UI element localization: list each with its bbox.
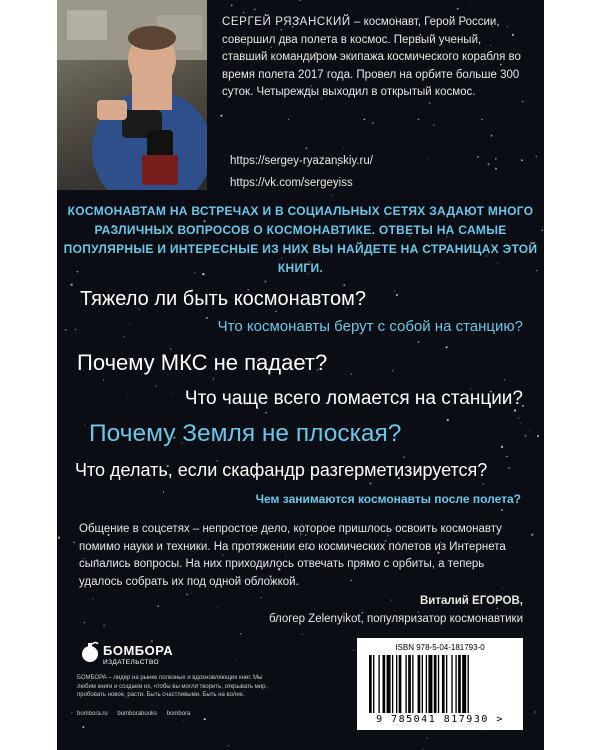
star (288, 119, 290, 121)
star (302, 634, 303, 635)
star (508, 467, 510, 469)
star (71, 712, 72, 713)
barcode-bar (422, 655, 423, 713)
barcode-bar (373, 655, 374, 713)
star (471, 2, 472, 3)
star (204, 718, 206, 720)
barcode-bar (369, 655, 372, 713)
review-author-role: блогер Zelenyikot, популяризатор космонавтики (268, 613, 523, 625)
barcode-bar (408, 655, 411, 713)
review-author-name: Виталий ЕГОРОВ, (420, 595, 523, 607)
website-link[interactable]: https://sergey-ryazanskiy.ru/ (230, 155, 373, 167)
star (82, 726, 84, 728)
author-bio (222, 14, 527, 102)
star (261, 597, 262, 598)
barcode-bar (405, 655, 406, 713)
barcode (367, 655, 513, 713)
barcode-bar (412, 655, 413, 713)
star (520, 423, 521, 424)
review-quote: Общение в соцсетях – непростое дело, которое пришлось освоить космонавту помимо науки и техники. На протяжении его космических полетов из Интернета сыпались вопросы. На них приходилось отвечать прямо с орбиты, а теперь удалось собрать их под одной обложкой. (79, 523, 506, 588)
star (531, 534, 533, 536)
barcode-bar (458, 655, 461, 713)
barcode-bar (418, 655, 421, 713)
star (254, 9, 256, 11)
star (537, 435, 539, 437)
star (136, 386, 137, 387)
question-6: Что делать, если скафандр разгерметизируется? (75, 460, 488, 480)
star (459, 309, 460, 310)
isbn: ISBN 978-5-04-181793-0 (395, 643, 485, 652)
star (343, 284, 345, 286)
social-instagram[interactable]: bombora (166, 711, 191, 717)
barcode-bar (399, 655, 402, 713)
barcode-panel (357, 638, 523, 730)
question-4: Что чаще всего ломается на станции? (184, 388, 523, 409)
star (372, 122, 373, 123)
star (129, 324, 130, 325)
star (84, 622, 85, 623)
star (240, 633, 241, 634)
star (214, 452, 215, 453)
star (275, 311, 276, 312)
star (186, 593, 188, 595)
barcode-bar (378, 655, 379, 713)
barcode-bar (455, 655, 456, 713)
star (495, 158, 496, 159)
star (447, 419, 449, 421)
star (236, 660, 237, 661)
star (457, 8, 459, 10)
star (103, 380, 104, 381)
publisher-name: БОМБОРА (103, 643, 174, 658)
star (264, 280, 266, 282)
book-back-cover (57, 0, 544, 750)
star (231, 4, 233, 6)
star (369, 482, 371, 484)
star (501, 509, 503, 511)
star (433, 124, 435, 126)
question-1: Тяжело ли быть космонавтом? (80, 288, 366, 310)
star (483, 151, 484, 152)
star (534, 711, 536, 713)
star (156, 385, 157, 386)
star (344, 488, 345, 489)
star (157, 605, 159, 607)
star (228, 745, 230, 747)
star (518, 418, 519, 419)
barcode-bar (434, 655, 437, 713)
star (352, 413, 353, 414)
star (84, 425, 85, 426)
author-photo (57, 0, 207, 190)
star (488, 163, 490, 165)
question-7: Чем занимаются космонавты после полета? (255, 492, 521, 506)
star (70, 284, 72, 286)
star (75, 329, 76, 330)
star (353, 650, 354, 651)
star (191, 593, 192, 594)
star (92, 598, 93, 599)
star (481, 119, 482, 120)
star (429, 102, 431, 104)
star (343, 147, 344, 148)
barcode-bar (428, 655, 432, 713)
star (364, 119, 366, 121)
star (418, 118, 420, 120)
star (58, 537, 60, 539)
star (477, 156, 479, 158)
star (396, 294, 398, 296)
barcode-bar (396, 655, 397, 713)
social-vk[interactable]: bomborabooks (117, 711, 158, 717)
vk-link[interactable]: https://vk.com/sergeyiss (230, 177, 353, 189)
publisher-blurb: БОМБОРА – лидер на рынке полезных и вдохновляющих книг. Мы любим книги и создаем их, чтобы вы могли творить, открывать мир, пробовать новое, расти. Быть счастливыми. Быть на волне. (77, 675, 268, 698)
barcode-bar (383, 655, 386, 713)
star (217, 607, 218, 608)
star (255, 611, 256, 612)
author-links (230, 150, 373, 194)
star (427, 158, 428, 159)
author-name: СЕРГЕЙ РЯЗАНСКИЙ (222, 16, 351, 28)
star (73, 541, 75, 543)
star (172, 393, 173, 394)
barcode-bar (387, 655, 391, 713)
star (495, 168, 497, 170)
question-3: Почему МКС не падает? (77, 350, 328, 375)
star (504, 379, 506, 381)
barcode-bar (451, 655, 452, 713)
barcode-bar (468, 655, 469, 713)
star (426, 738, 427, 739)
star (206, 317, 208, 319)
intro-text: КОСМОНАВТАМ НА ВСТРЕЧАХ И В СОЦИАЛЬНЫХ СЕТЯХ ЗАДАЮТ МНОГО РАЗЛИЧНЫХ ВОПРОСОВ О КОСМОНАВТИКЕ. ОТВЕТЫ НА САМЫЕ ПОПУЛЯРНЫЕ И ИНТЕРЕСНЫЕ ИЗ НИХ ВЫ НАЙДЕТЕ НА СТРАНИЦАХ ЭТОЙ КНИГИ. (63, 204, 538, 275)
star (530, 430, 531, 431)
star (265, 412, 267, 414)
author-bio-text: – космонавт, Герой России, совершил два полета в космос. Первый ученый, ставший командиром экипажа космического корабля во время полета 2017 года. Провел на орбите больше 300 суток. Четырежды выходил в открытый космос. (222, 16, 521, 98)
barcode-bar (446, 655, 447, 713)
star (540, 694, 541, 695)
star (65, 329, 67, 331)
star (103, 624, 105, 626)
star (536, 156, 538, 158)
barcode-bar (438, 655, 439, 713)
star (524, 435, 526, 437)
question-5: Почему Земля не плоская? (89, 420, 402, 447)
star (501, 446, 503, 448)
barcode-bar (426, 655, 427, 713)
star (394, 291, 396, 293)
star (220, 115, 222, 117)
star (183, 720, 184, 721)
publisher-social (77, 711, 198, 717)
star (446, 346, 448, 348)
publisher-subtitle: ИЗДАТЕЛЬСТВО (103, 659, 159, 666)
star (299, 0, 301, 1)
star (213, 378, 214, 379)
star (392, 370, 394, 372)
star (332, 195, 333, 196)
star (506, 456, 508, 458)
barcode-bar (462, 655, 466, 713)
barcode-number: 9 785041 817930 > (376, 714, 504, 725)
star (163, 491, 164, 492)
star (123, 336, 125, 338)
barcode-bar (392, 655, 393, 713)
star (483, 484, 484, 485)
star (217, 313, 218, 314)
barcode-bar (442, 655, 445, 713)
star (521, 159, 523, 161)
star (403, 457, 404, 458)
star (127, 397, 128, 398)
star (351, 373, 352, 374)
bombora-logo-icon (81, 641, 99, 663)
star (491, 135, 492, 136)
social-website[interactable]: bombora.ru (77, 711, 108, 717)
star (418, 341, 420, 343)
question-2: Что космонавты берут с собой на станцию? (217, 318, 523, 335)
review-author (269, 592, 523, 628)
